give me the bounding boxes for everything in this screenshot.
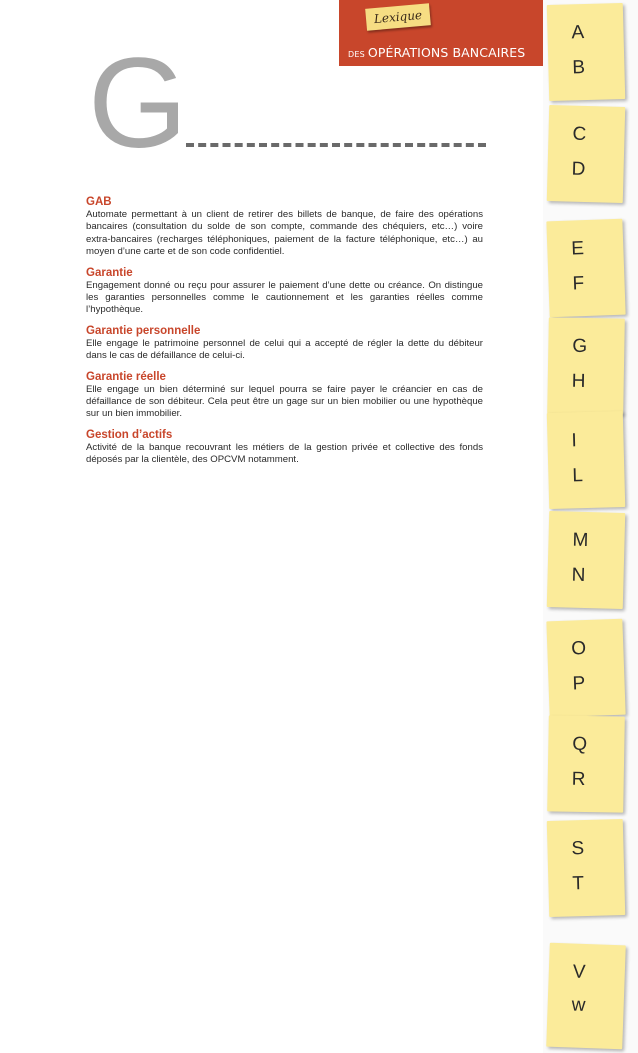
tab-letter-second: L [572, 465, 584, 487]
entry-term: Garantie réelle [86, 370, 166, 383]
entry-definition: Engagement donné ou reçu pour assurer le paiement d’une dette ou créance. On distingue les garanties personnelles comme le cautionnement et les garanties réelles comme l’hypothèque. [86, 279, 483, 316]
glossary-entry [86, 370, 483, 421]
tab-letter-first: M [572, 529, 590, 552]
tab-v-w[interactable] [546, 943, 626, 1050]
tab-letter-second: N [571, 564, 587, 586]
tab-letter-second: F [572, 273, 586, 295]
tab-letter-second: T [572, 873, 585, 895]
tab-a-b[interactable] [547, 3, 625, 101]
tab-letter-second: B [572, 57, 586, 79]
tab-e-f[interactable] [546, 219, 625, 318]
entry-term: Gestion d’actifs [86, 428, 173, 441]
glossary-entries [86, 195, 483, 474]
tab-letter-second: H [571, 370, 587, 393]
tab-g-h[interactable] [547, 317, 625, 414]
banner-title-prefix: DES [348, 50, 365, 59]
entry-term: Garantie personnelle [86, 324, 201, 337]
tab-letter-first: I [571, 430, 578, 452]
tab-letter-first: A [571, 22, 585, 44]
entry-term: Garantie [86, 266, 133, 279]
section-letter: G [88, 32, 188, 175]
glossary-entry [86, 428, 483, 467]
tab-s-t[interactable] [547, 819, 625, 917]
tab-c-d[interactable] [547, 105, 625, 203]
entry-term: GAB [86, 196, 112, 208]
tab-m-n[interactable] [547, 511, 625, 609]
tab-letter-second: P [572, 673, 587, 695]
tab-letter-second: D [571, 158, 587, 180]
tab-o-p[interactable] [546, 619, 625, 718]
dashed-divider [186, 143, 486, 147]
tab-letter-first: V [572, 961, 587, 983]
entry-definition: Automate permettant à un client de retirer des billets de banque, de faire des opérations bancaires (consultation du solde de son compte, commande des chéquiers, etc…) voire extra-bancaires (recharges téléphoniques, paiement de la facture téléphonique, etc…) au moyen d’une carte et de son code confidentiel. [86, 209, 483, 258]
tab-letter-first: G [572, 335, 588, 358]
glossary-entry [86, 324, 483, 363]
entry-definition: Elle engage le patrimoine personnel de celui qui a accepté de régler la dette du débiteur dans le cas de défaillance de celui-ci. [86, 337, 483, 362]
entry-definition: Elle engage un bien déterminé sur lequel pourra se faire payer le créancier en cas de défaillance de son débiteur. Cela peut être un gage sur un bien mobilier ou une hypothèque sur un bien immobilier. [86, 383, 483, 420]
glossary-entry [86, 266, 483, 317]
tab-letter-second: w [571, 994, 587, 1016]
tab-letter-first: Q [572, 733, 588, 756]
glossary-entry [86, 195, 483, 259]
banner-title [348, 42, 525, 61]
tab-q-r[interactable] [547, 715, 625, 812]
tab-letter-first: E [570, 238, 585, 260]
entry-definition: Activité de la banque recouvrant les métiers de la gestion privée et collective des fonds déposés par la clientèle, des OPCVM notamment. [86, 441, 483, 466]
banner-title-main: OPÉRATIONS BANCAIRES [367, 45, 526, 60]
tab-letter-first: S [571, 838, 585, 860]
tab-letter-first: O [570, 637, 587, 660]
tab-i-l[interactable] [547, 411, 625, 509]
tab-letter-first: C [572, 123, 588, 146]
lexique-tag: Lexique [365, 3, 431, 30]
tab-letter-second: R [571, 768, 587, 791]
